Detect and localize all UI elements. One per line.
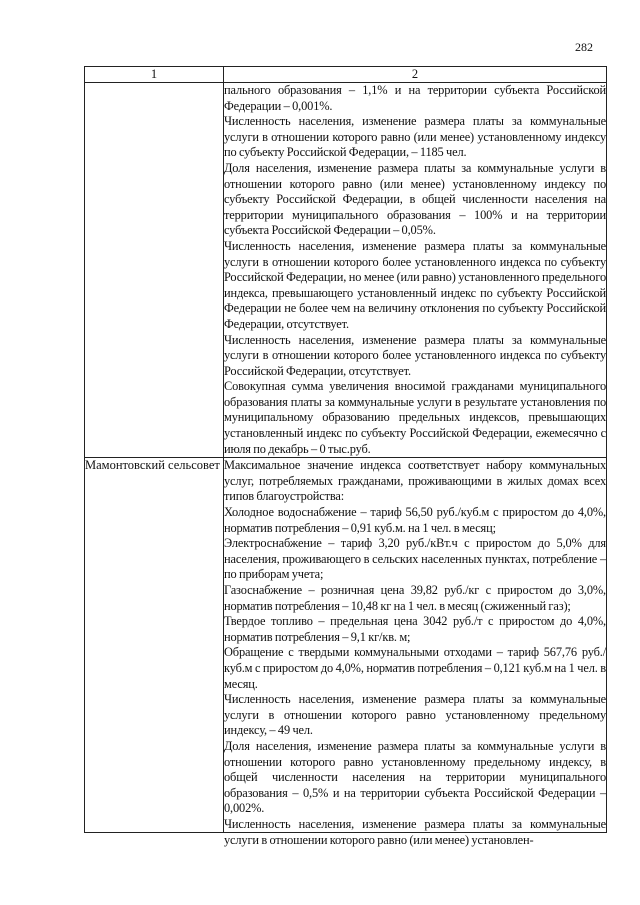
paragraph: Твердое топливо – предельная цена 3042 руб./т с приростом до 4,0%, норматив потребления – 9,1 кг/кв. м; [224,614,606,644]
paragraph: Доля населения, изменение размера платы за коммунальные услуги в отношении которого равно установленному предельному индексу, в общей численности населения на территории муниципального образования – 0,5% и на территории субъекта Российской Федерации – 0,002%. [224,738,606,816]
paragraph: Холодное водоснабжение – тариф 56,50 руб./куб.м с приростом до 4,0%, норматив потребления – 0,91 куб.м. на 1 чел. в месяц; [224,505,606,535]
column-header-1: 1 [85,67,224,83]
document-table [84,66,607,847]
table-header-row [85,67,607,83]
paragraph: Численность населения, изменение размера платы за коммунальные услуги в отношении которого более установленного индекса по субъекту Российской Федерации, но менее (или равно) установленного предельного индекса, превышающего установленный индекс по субъекту Российской Федерации не более чем на величину отклонения по субъекту Российской Федерации, отсутствует. [224,238,606,331]
description-cell [224,458,607,847]
paragraph: Максимальное значение индекса соответствует набору коммунальных услуг, потребляемых гражданами, проживающими в жилых домах всех типов благоустройства: [224,458,606,504]
paragraph: Газоснабжение – розничная цена 39,82 руб./кг с приростом до 3,0%, норматив потребления – 10,48 кг на 1 чел. в месяц (сжиженный газ); [224,583,606,613]
paragraph: Численность населения, изменение размера платы за коммунальные услуги в отношении которого равно (или менее) установлен- [224,816,606,847]
table-row [85,458,607,833]
column-header-2: 2 [224,67,607,83]
paragraph: пального образования – 1,1% и на территории субъекта Российской Федерации – 0,001%. [224,83,606,113]
paragraph: Доля населения, изменение размера платы за коммунальные услуги в отношении которого равно (или менее) установленному индексу по субъекту Российской Федерации, в общей численности населения на территории муниципального образования – 100% и на территории субъекта Российской Федерации – 0,05%. [224,160,606,238]
municipality-cell [85,83,224,458]
table-row [85,83,607,458]
paragraph: Численность населения, изменение размера платы за коммунальные услуги в отношении которого более установленного индекса по субъекту Российской Федерации, отсутствует. [224,332,606,378]
paragraph: Совокупная сумма увеличения вносимой гражданами муниципального образования платы за коммунальные услуги в результате установления по муниципальному образованию предельных индексов, превышающих установленный индекс по субъекту Российской Федерации, ежемесячно с июля по декабрь – 0 тыс.руб. [224,379,606,456]
page-number: 282 [575,40,593,54]
description-cell [224,83,607,458]
paragraph: Электроснабжение – тариф 3,20 руб./кВт.ч с приростом до 5,0% для населения, проживающего в сельских населенных пунктах, потребление – по приборам учета; [224,536,606,582]
paragraph: Обращение с твердыми коммунальными отходами – тариф 567,76 руб./куб.м с приростом до 4,0%, норматив потребления – 0,121 куб.м на 1 чел. в месяц. [224,645,606,691]
paragraph: Численность населения, изменение размера платы за коммунальные услуги в отношении которого равно (или менее) установленному индексу по субъекту Российской Федерации, – 1185 чел. [224,114,606,160]
municipality-cell: Мамонтовский сельсовет [85,458,224,833]
paragraph: Численность населения, изменение размера платы за коммунальные услуги в отношении которого равно установленному предельному индексу, – 49 чел. [224,692,606,738]
